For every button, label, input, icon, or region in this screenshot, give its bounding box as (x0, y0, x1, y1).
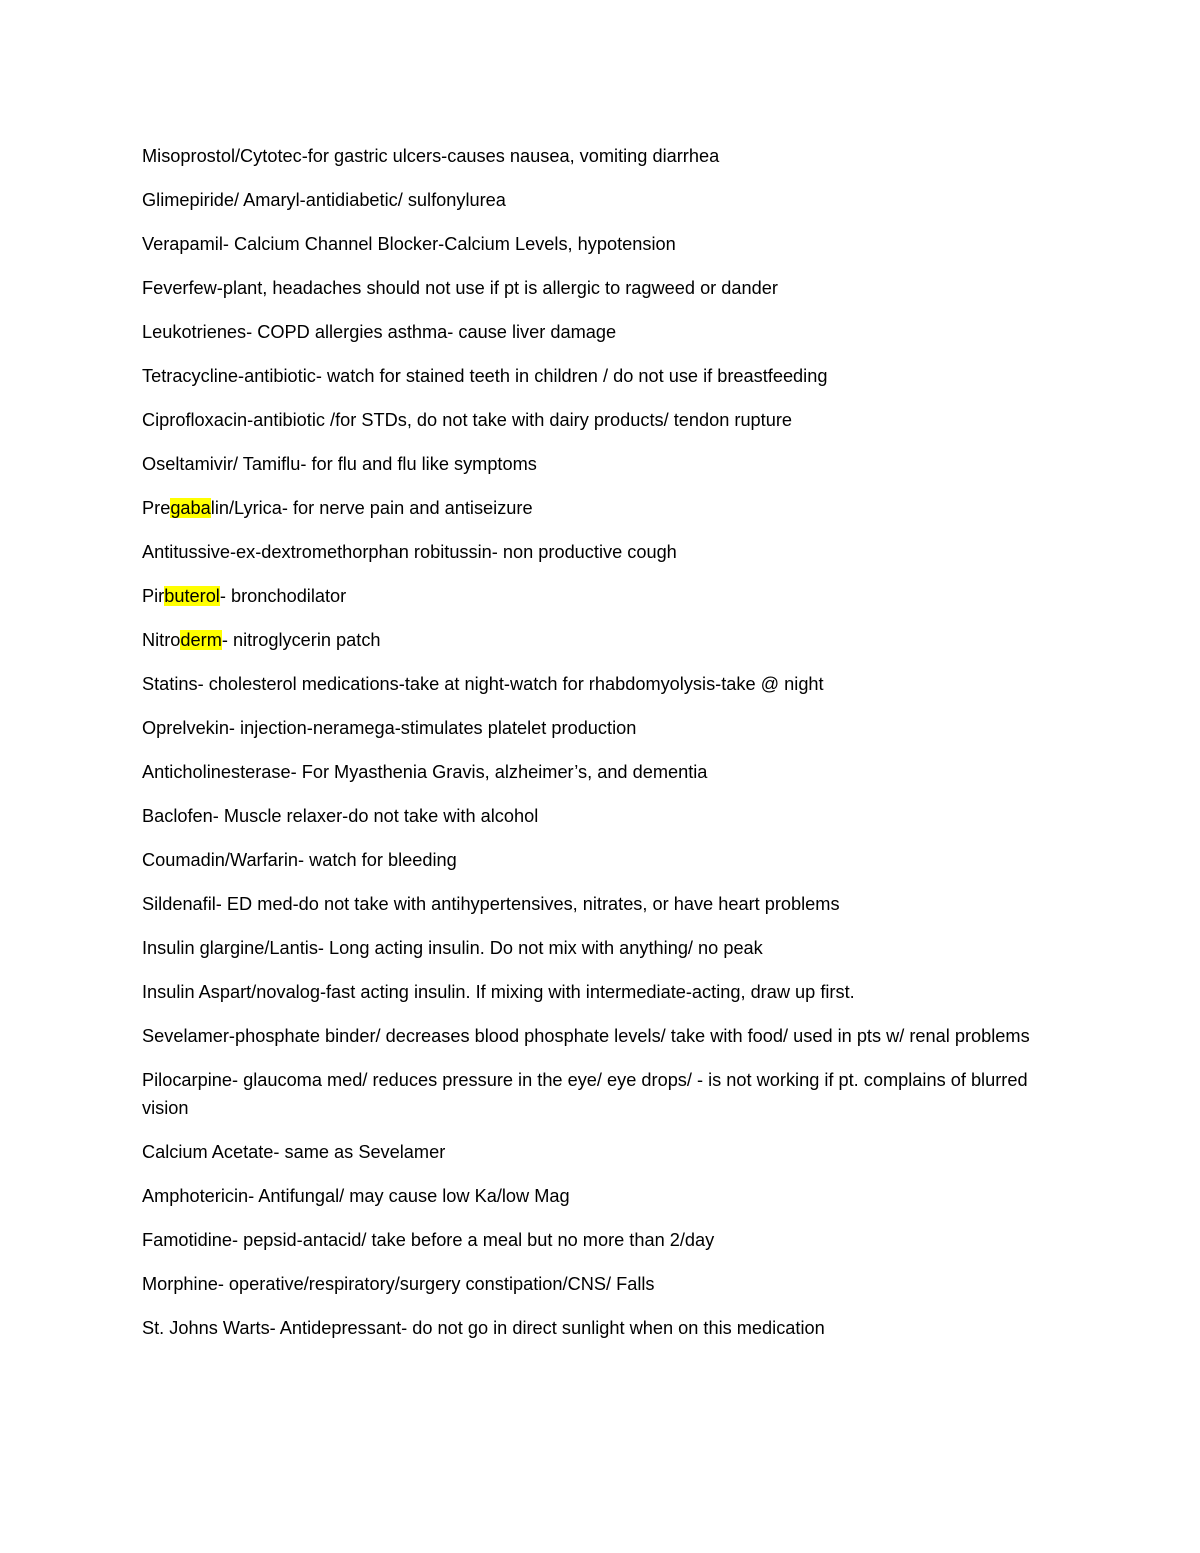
medication-line-leukotrienes: Leukotrienes- COPD allergies asthma- cause liver damage (142, 322, 617, 342)
text-segment: - nitroglycerin patch (221, 630, 381, 650)
medication-line-glimepiride: Glimepiride/ Amaryl-antidiabetic/ sulfonylurea (142, 190, 506, 210)
highlighted-text: gaba (170, 498, 211, 518)
medication-line-ciprofloxacin: Ciprofloxacin-antibiotic /for STDs, do not take with dairy products/ tendon rupture (142, 410, 793, 430)
medication-line-morphine: Morphine- operative/respiratory/surgery constipation/CNS/ Falls (142, 1274, 655, 1294)
medication-line-oprelvekin: Oprelvekin- injection-neramega-stimulates platelet production (142, 718, 637, 738)
medication-line-insulin-glargine: Insulin glargine/Lantis- Long acting insulin. Do not mix with anything/ no peak (142, 938, 763, 958)
medication-line-sevelamer: Sevelamer-phosphate binder/ decreases blood phosphate levels/ take with food/ used in pts w/ renal problems (142, 1026, 1030, 1046)
medication-line-famotidine: Famotidine- pepsid-antacid/ take before a meal but no more than 2/day (142, 1230, 715, 1250)
medication-line-amphotericin: Amphotericin- Antifungal/ may cause low Ka/low Mag (142, 1186, 570, 1206)
medication-line-pregabalin (142, 494, 1052, 522)
medication-line-sildenafil: Sildenafil- ED med-do not take with antihypertensives, nitrates, or have heart problems (142, 894, 840, 914)
medication-line-antitussive: Antitussive-ex-dextromethorphan robitussin- non productive cough (142, 542, 677, 562)
medication-line-insulin-aspart: Insulin Aspart/novalog-fast acting insulin. If mixing with intermediate-acting, draw up first. (142, 982, 855, 1002)
medication-line-calcium-acetate: Calcium Acetate- same as Sevelamer (142, 1142, 446, 1162)
medication-line-tetracycline: Tetracycline-antibiotic- watch for stained teeth in children / do not use if breastfeeding (142, 366, 828, 386)
text-segment: Nitro (142, 630, 181, 650)
medication-line-statins: Statins- cholesterol medications-take at night-watch for rhabdomyolysis-take @ night (142, 674, 824, 694)
medication-line-anticholinesterase: Anticholinesterase- For Myasthenia Gravis, alzheimer’s, and dementia (142, 762, 708, 782)
highlighted-text: derm (180, 630, 222, 650)
text-segment: Pre (142, 498, 171, 518)
medication-line-oseltamivir: Oseltamivir/ Tamiflu- for flu and flu like symptoms (142, 454, 537, 474)
medication-line-verapamil: Verapamil- Calcium Channel Blocker-Calcium Levels, hypotension (142, 234, 676, 254)
text-segment: lin/Lyrica- for nerve pain and antiseizure (210, 498, 533, 518)
medication-line-misoprostol: Misoprostol/Cytotec-for gastric ulcers-causes nausea, vomiting diarrhea (142, 146, 720, 166)
text-segment: Pir (142, 586, 165, 606)
highlighted-text: buterol (164, 586, 220, 606)
medication-line-st-johns-warts: St. Johns Warts- Antidepressant- do not go in direct sunlight when on this medication (142, 1318, 825, 1338)
medication-line-pilocarpine: Pilocarpine- glaucoma med/ reduces pressure in the eye/ eye drops/ - is not working if pt. complains of blurred vision (142, 1070, 1028, 1118)
medication-line-pirbuterol (142, 582, 1052, 610)
text-segment: - bronchodilator (219, 586, 347, 606)
document-body (142, 142, 1052, 1358)
medication-line-nitroderm (142, 626, 1052, 654)
medication-line-coumadin: Coumadin/Warfarin- watch for bleeding (142, 850, 457, 870)
medication-line-feverfew: Feverfew-plant, headaches should not use if pt is allergic to ragweed or dander (142, 278, 778, 298)
medication-line-baclofen: Baclofen- Muscle relaxer-do not take with alcohol (142, 806, 539, 826)
